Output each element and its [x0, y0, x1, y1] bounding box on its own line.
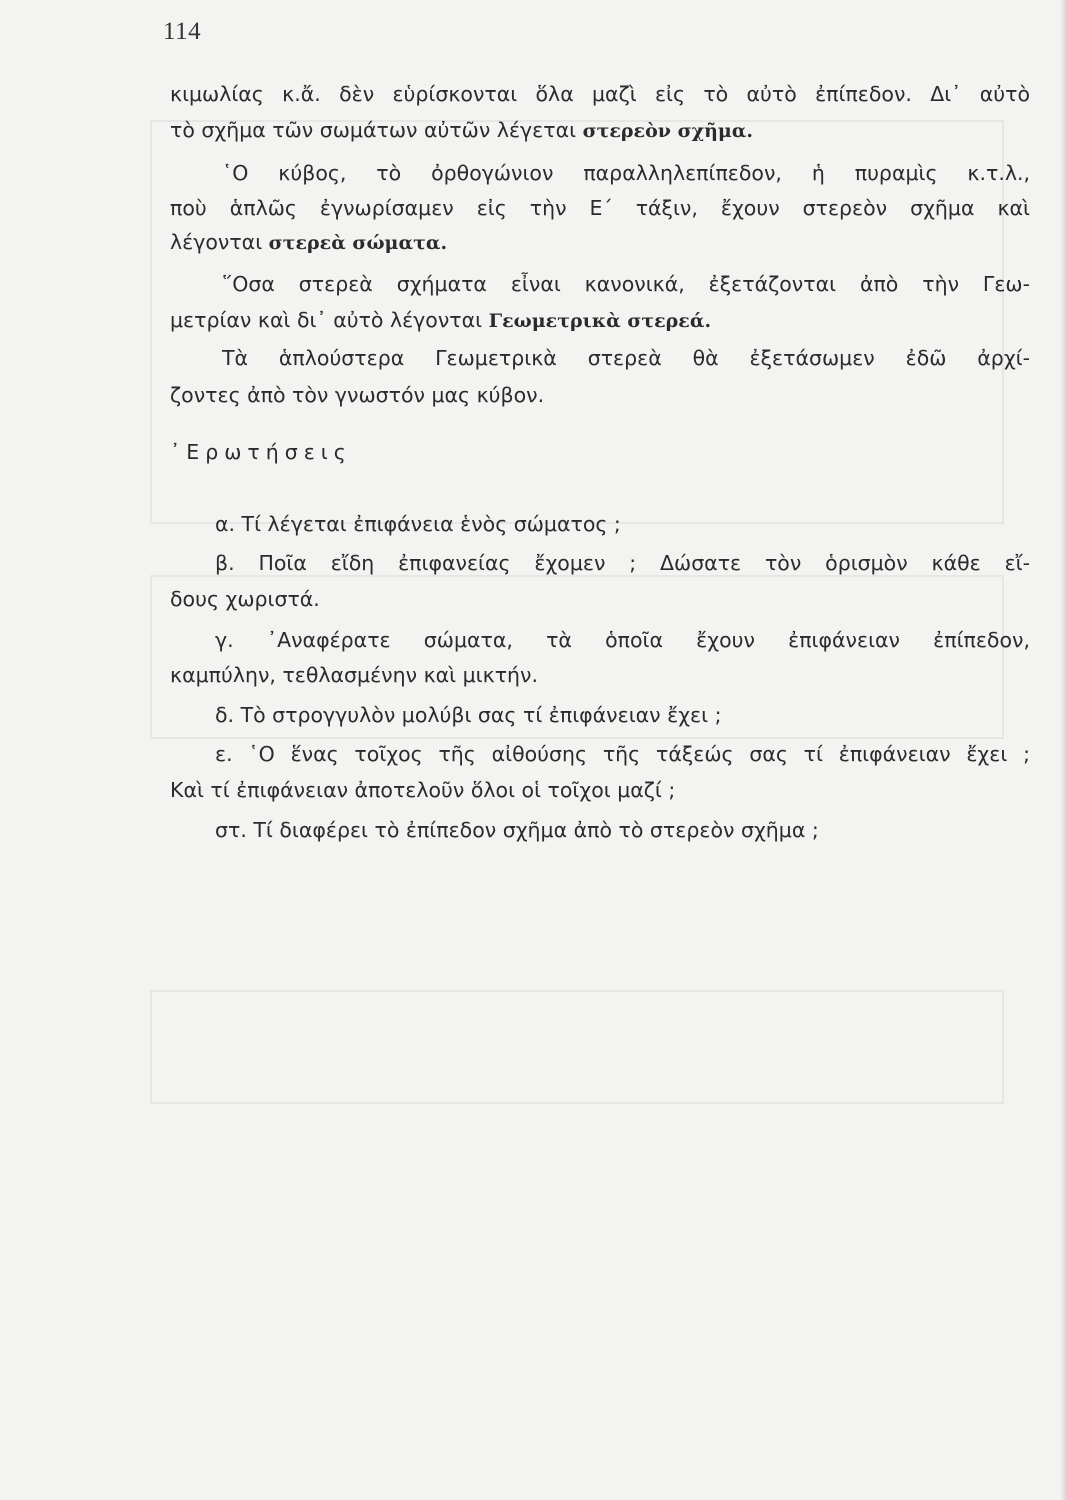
text-line: ῞Οσα στερεὰ σχήματα εἶναι κανονικά, ἐξετάζονται ἀπὸ τὴν Γεω- [222, 272, 1030, 296]
text-line: ποὺ ἁπλῶς ἐγνωρίσαμεν εἰς τὴν Ε΄ τάξιν, ἔχουν στερεὸν σχῆμα καὶ [170, 196, 1030, 220]
text-line: ζοντες ἀπὸ τὸν γνωστόν μας κύβον. [170, 383, 545, 407]
bold-term: στερεὸν σχῆμα. [582, 120, 754, 142]
text-line [170, 120, 1030, 141]
question-item: γ. ᾽Αναφέρατε σώματα, τὰ ὁποῖα ἔχουν ἐπιφάνειαν ἐπίπεδον, [215, 628, 1030, 652]
text-span: λέγονται [170, 230, 263, 254]
question-item: δ. Τὸ στρογγυλὸν μολύβι σας τί ἐπιφάνειαν ἔχει ; [215, 703, 722, 727]
text-line: κιμωλίας κ.ἄ. δὲν εὑρίσκονται ὅλα μαζὶ εἰς τὸ αὐτὸ ἐπίπεδον. Δι᾽ αὐτὸ [170, 82, 1030, 106]
text-line: Τὰ ἁπλούστερα Γεωμετρικὰ στερεὰ θὰ ἐξετάσωμεν ἐδῶ ἀρχί- [222, 346, 1030, 370]
question-item: στ. Τί διαφέρει τὸ ἐπίπεδον σχῆμα ἀπὸ τὸ στερεὸν σχῆμα ; [215, 818, 819, 842]
bold-term: στερεὰ σώματα. [268, 232, 448, 254]
bold-term: Γεωμετρικὰ στερεά. [488, 310, 712, 332]
questions-heading: ᾽Ερωτήσεις [170, 440, 352, 464]
text-line [170, 232, 1030, 253]
text-span: τὸ σχῆμα τῶν σωμάτων αὐτῶν λέγεται [170, 118, 577, 142]
text-line [170, 310, 1030, 331]
text-line: ῾Ο κύβος, τὸ ὀρθογώνιον παραλληλεπίπεδον, ἡ πυραμὶς κ.τ.λ., [222, 161, 1030, 185]
question-item: α. Τί λέγεται ἐπιφάνεια ἑνὸς σώματος ; [215, 512, 621, 536]
show-through-box [150, 990, 1004, 1104]
question-item-continuation: Καὶ τί ἐπιφάνειαν ἀποτελοῦν ὅλοι οἱ τοῖχοι μαζί ; [170, 778, 676, 802]
question-item-continuation: δους χωριστά. [170, 587, 320, 611]
page-number: 114 [163, 18, 202, 45]
question-item-continuation: καμπύλην, τεθλασμένην καὶ μικτήν. [170, 663, 538, 687]
page-edge-shadow [1060, 0, 1066, 1500]
question-item: ε. ῾Ο ἕνας τοῖχος τῆς αἰθούσης τῆς τάξεώς σας τί ἐπιφάνειαν ἔχει ; [215, 742, 1030, 766]
text-span: μετρίαν καὶ δι᾽ αὐτὸ λέγονται [170, 308, 483, 332]
question-item: β. Ποῖα εἴδη ἐπιφανείας ἔχομεν ; Δώσατε τὸν ὁρισμὸν κάθε εἴ- [215, 551, 1030, 575]
